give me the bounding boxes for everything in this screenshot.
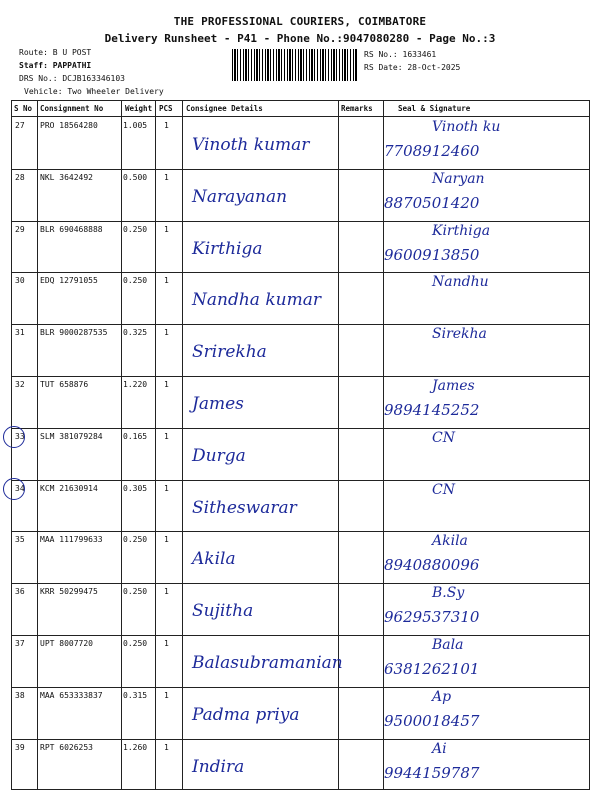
row-phone: 7708912460 (384, 142, 480, 160)
row-consignee-name: Nandha kumar (192, 290, 321, 311)
row-signature: CN (432, 481, 455, 498)
column-divider (121, 101, 122, 789)
row-consignment-no: KCM 21630914 (40, 483, 98, 493)
col-seal: Seal & Signature (398, 104, 471, 113)
row-divider (12, 531, 589, 532)
row-weight: 0.315 (123, 690, 148, 700)
row-consignment-no: NKL 3642492 (40, 172, 93, 182)
row-sno: 33 (15, 431, 25, 441)
row-pcs: 1 (164, 431, 169, 441)
row-consignment-no: BLR 9000287535 (40, 328, 108, 338)
row-weight: 0.305 (123, 483, 148, 493)
row-consignee-name: Vinoth kumar (192, 135, 310, 155)
row-sno: 29 (15, 224, 25, 234)
row-pcs: 1 (164, 224, 169, 234)
runsheet-subtitle: Delivery Runsheet - P41 - Phone No.:9047080280 - Page No.:3 (104, 32, 496, 45)
col-consignee: Consignee Details (186, 104, 263, 113)
row-sno: 34 (15, 483, 25, 493)
row-phone: 9600913850 (384, 245, 480, 264)
row-sno: 32 (15, 380, 25, 389)
row-divider (12, 376, 589, 377)
row-pcs: 1 (164, 535, 169, 545)
row-consignee-name: Akila (192, 549, 236, 570)
row-phone: 9500018457 (384, 711, 480, 730)
row-pcs: 1 (164, 587, 169, 597)
row-signature: Akila (432, 533, 468, 550)
column-divider (182, 101, 183, 789)
col-pcs: PCS (159, 104, 173, 113)
row-weight: 1.005 (123, 121, 148, 130)
row-weight: 0.250 (123, 276, 148, 286)
row-sno: 30 (15, 276, 25, 286)
vehicle-label: Vehicle: Two Wheeler Delivery (24, 87, 164, 96)
row-pcs: 1 (164, 742, 169, 752)
row-consignee-name: Kirthiga (192, 238, 263, 259)
row-divider (12, 324, 589, 325)
row-divider (12, 635, 589, 636)
row-weight: 0.250 (123, 535, 148, 545)
company-title: THE PROFESSIONAL COURIERS, COIMBATORE (173, 15, 427, 28)
rs-number: RS No.: 1633461 (364, 50, 437, 59)
row-consignment-no: SLM 381079284 (40, 431, 103, 441)
row-consignment-no: BLR 690468888 (40, 224, 103, 234)
row-sno-circle (3, 478, 25, 500)
row-pcs: 1 (164, 690, 169, 700)
row-phone: 8940880096 (384, 556, 480, 575)
column-divider (338, 101, 339, 789)
row-weight: 1.220 (123, 380, 148, 389)
row-consignee-name: Durga (192, 445, 246, 466)
row-consignment-no: KRR 50299475 (40, 587, 98, 597)
row-divider (12, 583, 589, 584)
row-divider (12, 169, 589, 170)
row-pcs: 1 (164, 276, 169, 286)
row-sno: 31 (15, 328, 25, 338)
row-consignment-no: RPT 6026253 (40, 742, 93, 752)
row-consignee-name: Srirekha (192, 342, 267, 363)
row-weight: 0.250 (123, 639, 148, 648)
row-consignment-no: MAA 653333837 (40, 690, 103, 700)
row-signature: Naryan (432, 170, 485, 187)
row-sno: 27 (15, 121, 25, 130)
row-consignee-name: James (192, 394, 244, 414)
row-consignee-name: Narayanan (192, 186, 288, 207)
row-signature: Vinoth ku (432, 119, 501, 135)
row-pcs: 1 (164, 483, 169, 493)
row-signature: CN (432, 429, 455, 446)
row-signature: Sirekha (432, 326, 487, 343)
staff-label: Staff: PAPPATHI (19, 61, 92, 70)
row-signature: Ap (432, 688, 452, 705)
row-consignment-no: UPT 8007720 (40, 639, 93, 648)
row-phone: 9944159787 (384, 763, 480, 782)
row-phone: 8870501420 (384, 193, 480, 212)
column-divider (37, 101, 38, 789)
row-pcs: 1 (164, 172, 169, 182)
row-sno: 38 (15, 690, 25, 700)
row-divider (12, 221, 589, 222)
row-divider (12, 739, 589, 740)
row-sno: 35 (15, 535, 25, 545)
row-weight: 0.500 (123, 172, 148, 182)
row-divider (12, 687, 589, 688)
row-divider (12, 428, 589, 429)
row-consignment-no: TUT 658876 (40, 380, 89, 389)
row-sno: 39 (15, 742, 25, 752)
row-weight: 0.250 (123, 224, 148, 234)
row-sno: 36 (15, 587, 25, 597)
row-signature: Bala (432, 637, 464, 653)
row-phone: 6381262101 (384, 660, 480, 678)
row-signature: Ai (432, 740, 447, 757)
row-divider (12, 480, 589, 481)
row-consignment-no: MAA 111799633 (40, 535, 103, 545)
row-consignee-name: Sitheswarar (192, 497, 297, 518)
row-consignment-no: EDQ 12791055 (40, 276, 98, 286)
row-weight: 0.250 (123, 587, 148, 597)
row-pcs: 1 (164, 328, 169, 338)
row-phone: 9894145252 (384, 401, 480, 419)
rs-date: RS Date: 28-Oct-2025 (364, 63, 461, 72)
row-weight: 1.260 (123, 742, 148, 752)
col-weight: Weight (125, 104, 153, 113)
row-phone: 9629537310 (384, 608, 480, 627)
col-sno: S No (14, 104, 33, 113)
row-consignee-name: Balasubramanian (192, 653, 343, 673)
row-sno: 28 (15, 172, 25, 182)
row-signature: James (432, 378, 475, 394)
row-weight: 0.325 (123, 328, 148, 338)
row-pcs: 1 (164, 639, 169, 648)
row-sno: 37 (15, 639, 25, 648)
row-signature: Kirthiga (432, 222, 491, 239)
row-consignment-no: PRO 18564280 (40, 121, 98, 130)
row-pcs: 1 (164, 380, 169, 389)
route-label: Route: B U POST (19, 48, 92, 57)
row-signature: Nandhu (432, 274, 489, 291)
row-consignee-name: Sujitha (192, 601, 254, 622)
row-sno-circle (3, 426, 25, 448)
column-divider (155, 101, 156, 789)
col-consignment: Consignment No (40, 104, 104, 113)
drs-number: DRS No.: DCJB163346103 (19, 74, 125, 83)
row-pcs: 1 (164, 121, 169, 130)
row-divider (12, 272, 589, 273)
col-remarks: Remarks (341, 104, 373, 113)
row-weight: 0.165 (123, 431, 148, 441)
row-signature: B.Sy (432, 585, 465, 602)
runsheet-table (11, 100, 590, 790)
row-consignee-name: Padma priya (192, 704, 300, 725)
barcode (232, 49, 358, 81)
row-consignee-name: Indira (192, 756, 245, 777)
